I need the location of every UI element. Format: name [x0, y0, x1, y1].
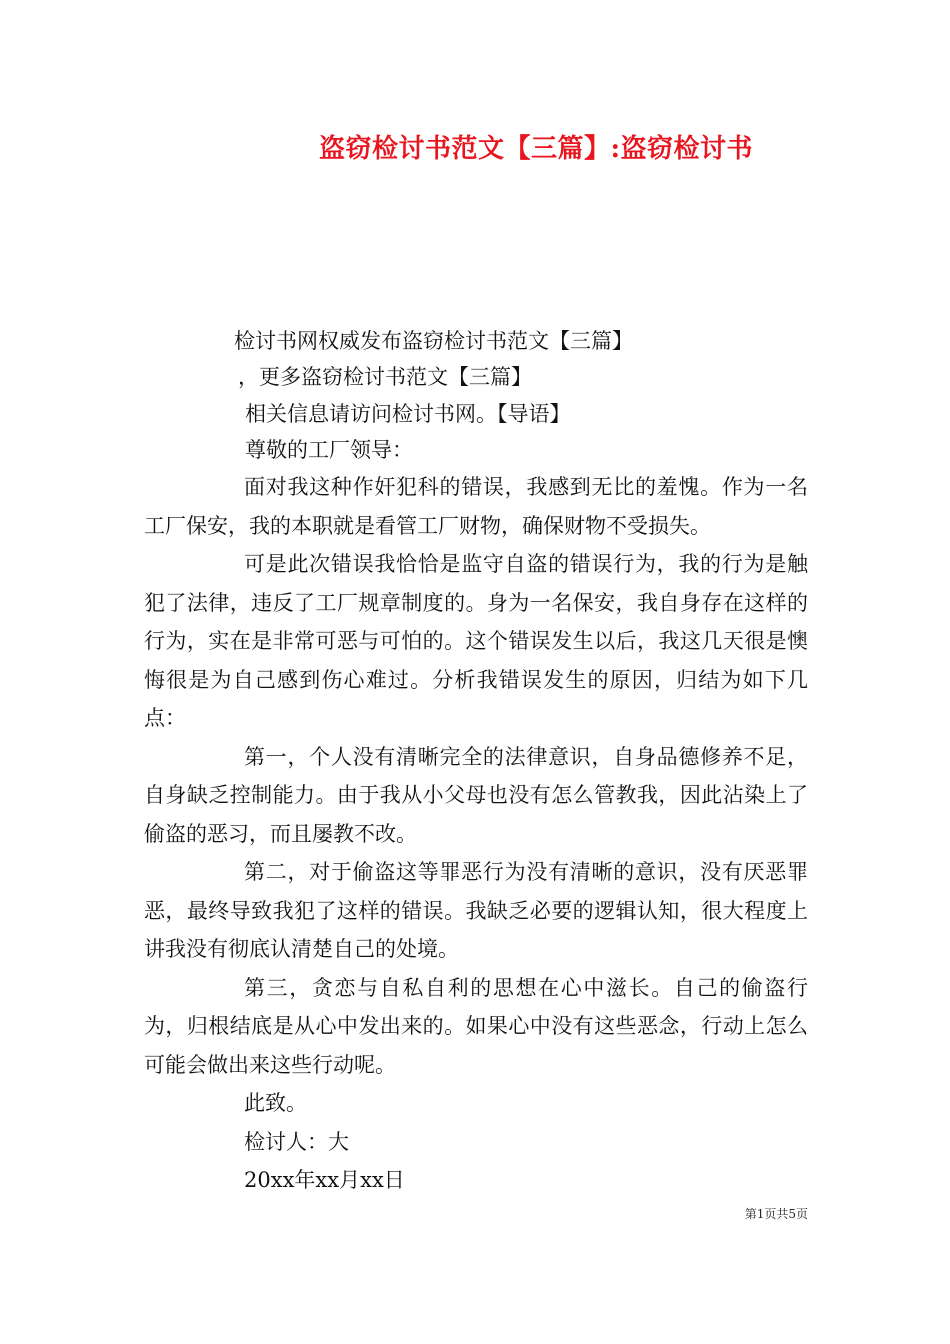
closing: 此致。: [244, 1091, 307, 1115]
salutation: 尊敬的工厂领导：: [245, 438, 413, 462]
intro-line-info: 相关信息请访问检讨书网。【导语】: [245, 402, 571, 426]
intro-line-source: 检讨书网权威发布盗窃检讨书范文【三篇】: [234, 329, 633, 353]
paragraph: 可是此次错误我恰恰是监守自盗的错误行为，我的行为是触犯了法律，违反了工厂规章制度的。身为一名保安，我自身存在这样的行为，实在是非常可恶与可怕的。这个错误发生以后，我这几天很是懊悔很是为自己感到伤心难过。分析我错误发生的原因，归结为如下几点：: [144, 552, 808, 730]
document-body: [144, 468, 808, 1200]
date: 20xx年xx月xx日: [244, 1168, 405, 1192]
paragraph: 面对我这种作奸犯科的错误，我感到无比的羞愧。作为一名工厂保安，我的本职就是看管工厂财物，确保财物不受损失。: [144, 475, 808, 538]
paragraph: 第二，对于偷盗这等罪恶行为没有清晰的意识，没有厌恶罪恶，最终导致我犯了这样的错误。我缺乏必要的逻辑认知，很大程度上讲我没有彻底认清楚自己的处境。: [144, 860, 808, 961]
document-title: 盗窃检讨书范文【三篇】:盗窃检讨书: [318, 134, 754, 164]
intro-line-more: ，更多盗窃检讨书范文【三篇】: [238, 365, 532, 389]
signature: 检讨人：大: [244, 1129, 349, 1154]
paragraph: 第三，贪恋与自私自利的思想在心中滋长。自己的偷盗行为，归根结底是从心中发出来的。如果心中没有这些恶念，行动上怎么可能会做出来这些行动呢。: [144, 975, 808, 1077]
page-number: 第1页共5页: [744, 1207, 808, 1221]
paragraph: 第一，个人没有清晰完全的法律意识，自身品德修养不足，自身缺乏控制能力。由于我从小父母也没有怎么管教我，因此沾染上了偷盗的恶习，而且屡教不改。: [144, 744, 808, 846]
